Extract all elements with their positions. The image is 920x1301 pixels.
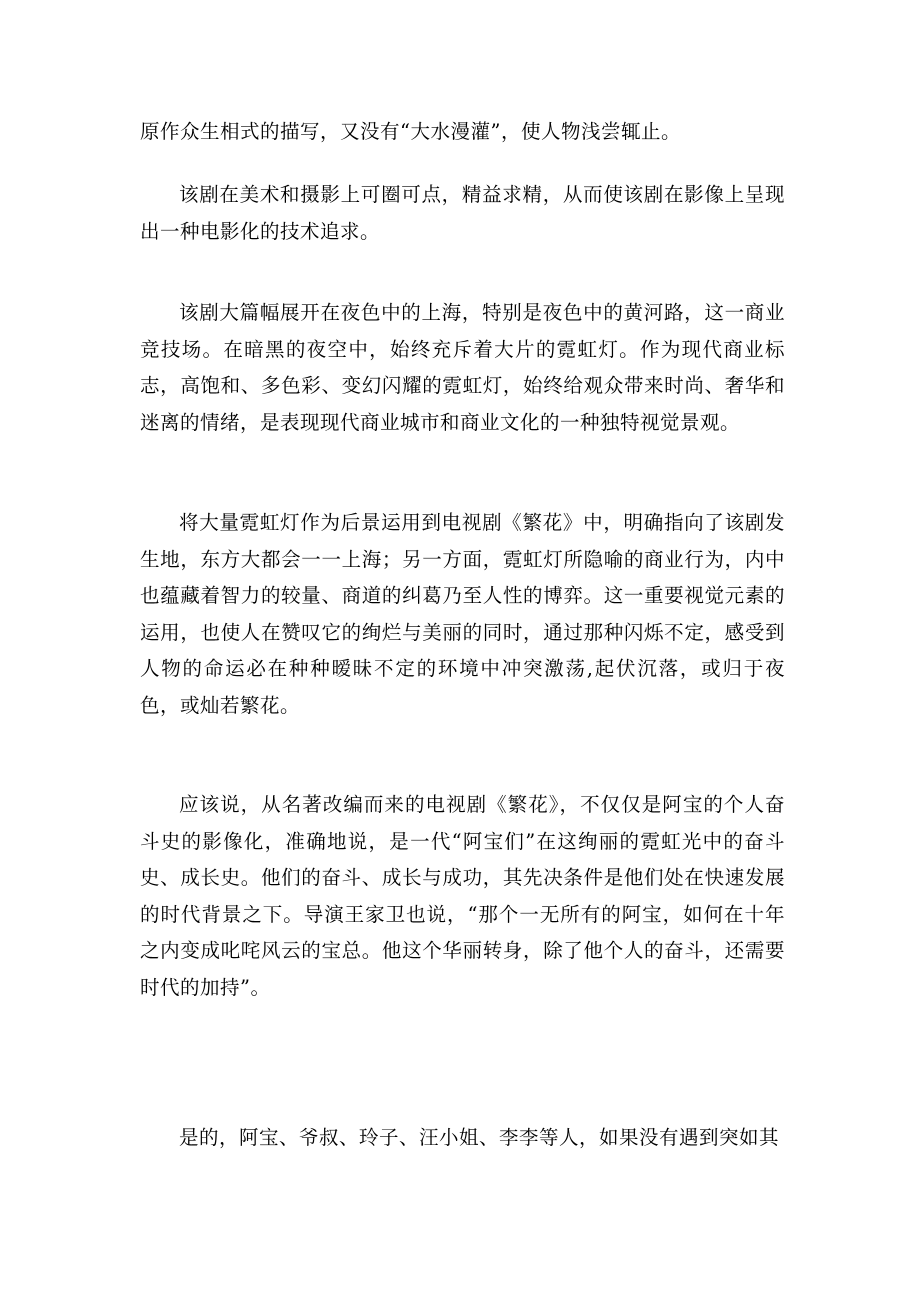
paragraph-continuation: 原作众生相式的描写，又没有“大水漫灌”，使人物浅尝辄止。: [140, 120, 681, 143]
paragraph-era-context: 应该说，从名著改编而来的电视剧《繁花》，不仅仅是阿宝的个人奋斗史的影像化，准确地说，是一代“阿宝们”在这绚丽的霓虹光中的奋斗史、成长史。他们的奋斗、成长与成功，其先决条件是他们处在快速发展的时代背景之下。导演王家卫也说，“那个一无所有的阿宝，如何在十年之内变成叱咤风云的宝总。他这个华丽转身，除了他个人的奋斗，还需要时代的加持”。: [140, 793, 785, 999]
paragraph-characters: 是的，阿宝、爷叔、玲子、汪小姐、李李等人，如果没有遇到突如其: [179, 1126, 780, 1149]
paragraph-neon-night: 该剧大篇幅展开在夜色中的上海，特别是夜色中的黄河路，这一商业竞技场。在暗黑的夜空中，始终充斥着大片的霓虹灯。作为现代商业标志，高饱和、多色彩、变幻闪耀的霓虹灯，始终给观众带来时尚、奢华和迷离的情绪，是表现现代商业城市和商业文化的一种独特视觉景观。: [140, 301, 785, 434]
paragraph-neon-metaphor: 将大量霓虹灯作为后景运用到电视剧《繁花》中，明确指向了该剧发生地，东方大都会一一上海；另一方面，霓虹灯所隐喻的商业行为，内中也蕴藏着智力的较量、商道的纠葛乃至人性的博弈。这一重要视觉元素的运用，也使人在赞叹它的绚烂与美丽的同时，通过那种闪烁不定，感受到人物的命运必在种种暧昧不定的环境中冲突激荡,起伏沉落，或归于夜色，或灿若繁花。: [140, 511, 785, 717]
paragraph-art-photography: 该剧在美术和摄影上可圈可点，精益求精，从而使该剧在影像上呈现出一种电影化的技术追求。: [140, 183, 785, 243]
